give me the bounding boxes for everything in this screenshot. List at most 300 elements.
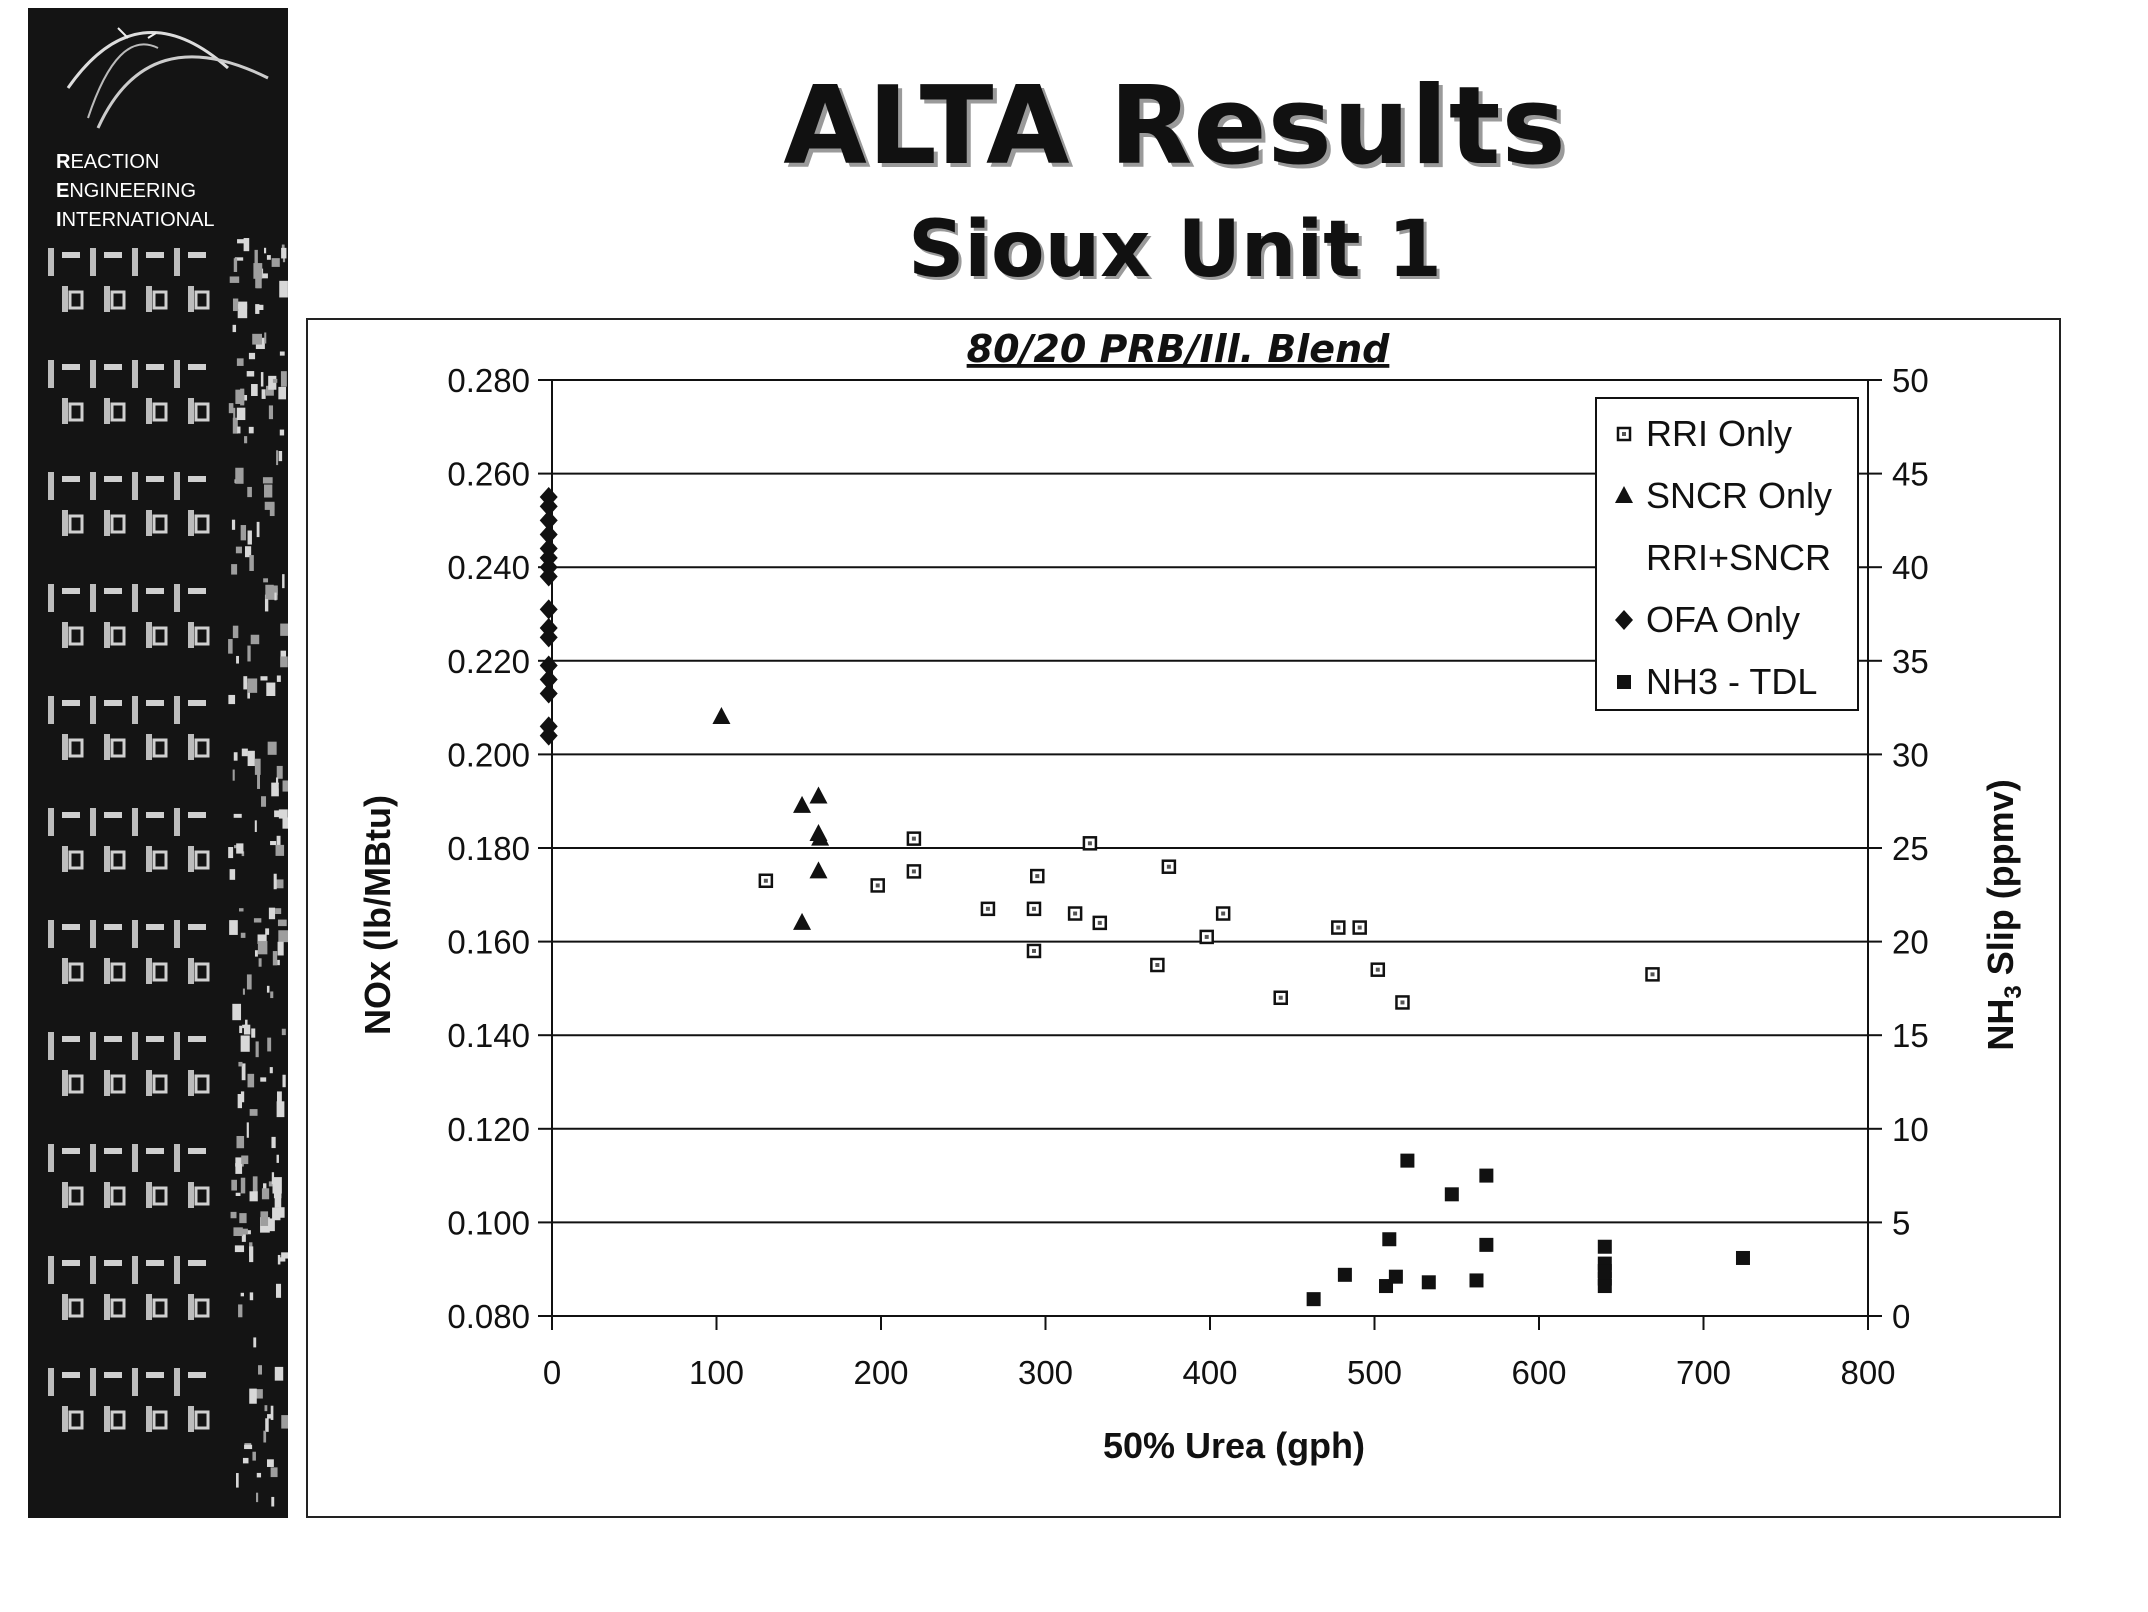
rri-only-point-inner [1221,912,1225,916]
banner-noise [276,777,278,792]
banner-noise [247,371,254,376]
rri-only-point [1217,908,1229,920]
rri-only-point-inner [1205,935,1209,939]
banner-glyph [104,1372,122,1378]
banner-glyph [196,1076,208,1092]
banner-glyph [188,622,194,648]
banner-noise [238,1304,242,1317]
banner-noise [244,436,247,443]
rri-only-point [1028,903,1040,915]
banner-noise [265,928,269,934]
banner-noise [280,624,288,636]
banner-glyph [62,588,80,594]
legend-marker-nh3-tdl [1617,675,1631,689]
banner-glyph [188,700,206,706]
banner-glyph [146,1148,164,1154]
banner-noise [239,1026,242,1033]
rri-only-point-inner [764,879,768,883]
banner-noise [240,389,244,406]
banner-noise [230,276,239,282]
banner-glyph [188,1182,194,1208]
banner-glyph [196,1412,208,1428]
banner-glyph [132,360,138,388]
banner-glyph [104,1260,122,1266]
banner-glyph [70,1300,82,1316]
banner-noise [277,1155,279,1163]
nh3-tdl-point [1389,1270,1403,1284]
banner-glyph [62,812,80,818]
banner-noise [232,520,235,530]
banner-noise [247,646,250,662]
banner-noise [237,408,246,420]
banner-noise [275,1367,283,1381]
banner-noise [283,780,288,791]
banner-noise [280,351,285,355]
banner-glyph [48,248,54,276]
banner-glyph [90,472,96,500]
banner-noise [236,1193,241,1196]
banner-noise [257,522,260,537]
banner-noise [267,1459,274,1467]
ofa-only-point [540,599,558,619]
banner-noise [231,1212,237,1218]
rri-only-point [908,833,920,845]
banner-glyph [62,398,68,424]
company-name: REACTION ENGINEERING INTERNATIONAL [56,151,215,231]
banner-noise [274,593,276,601]
banner-glyph [62,1372,80,1378]
nh3-tdl-point [1469,1273,1483,1287]
rri-only-point [1396,996,1408,1008]
banner-noise [237,358,244,366]
banner-glyph [70,1412,82,1428]
banner-noise [274,810,280,817]
banner-glyph [188,364,206,370]
nh3-tdl-point [1338,1268,1352,1282]
banner-glyph [174,920,180,948]
banner-glyph [90,1032,96,1060]
banner-glyph [112,404,124,420]
banner-noise [249,555,253,571]
y2-tick-label: 0 [1892,1298,1911,1335]
banner-glyph [70,628,82,644]
banner-noise [276,845,285,856]
banner-glyph [188,1260,206,1266]
y-tick-label: 0.080 [447,1298,530,1335]
banner-noise [234,814,242,818]
banner-noise [250,1109,258,1116]
banner-glyph [188,1372,206,1378]
nh3-tdl-point [1382,1232,1396,1246]
banner-glyph [104,364,122,370]
x-tick-label: 500 [1346,1354,1403,1391]
rri-only-point [1201,931,1213,943]
banner-glyph [146,924,164,930]
banner-glyph [174,1144,180,1172]
banner-glyph [154,1188,166,1204]
banner-glyph [154,628,166,644]
banner-glyph [70,852,82,868]
banner-glyph [104,1148,122,1154]
banner-glyph [132,920,138,948]
banner-noise [229,403,234,413]
banner-noise [270,841,276,845]
banner-noise [238,1062,242,1067]
rri-only-point-inner [1336,926,1340,930]
banner-glyph [48,1256,54,1284]
banner-noise [233,1227,242,1236]
banner-noise [259,958,262,966]
banner-noise [247,974,252,989]
banner-noise [272,1208,280,1221]
banner-glyph [146,622,152,648]
rri-only-point-inner [986,907,990,911]
banner-glyph [196,292,208,308]
banner-noise [249,427,254,434]
banner-noise [233,408,235,421]
banner-glyph [90,1144,96,1172]
banner-glyph [70,516,82,532]
banner-glyph [48,360,54,388]
rri-only-point [1647,968,1659,980]
banner-noise [268,742,277,755]
banner-glyph [62,700,80,706]
banner-glyph [146,1372,164,1378]
banner-noise [278,930,288,942]
banner-noise [236,547,242,554]
banner-glyph [48,1032,54,1060]
page-title: ALTA Results [783,64,1567,189]
banner-glyph [132,696,138,724]
rri-only-point [872,879,884,891]
banner-glyph [154,404,166,420]
banner-glyph [146,398,152,424]
banner-glyph [188,1294,194,1320]
banner-noise [263,578,268,582]
banner-noise [267,1038,271,1052]
banner-glyph [146,286,152,312]
banner-glyph [70,292,82,308]
banner-noise [233,770,235,781]
banner-noise [235,468,243,484]
rri-only-point [982,903,994,915]
banner-noise [281,371,287,387]
banner-noise [282,574,284,588]
banner-noise [230,869,236,880]
banner-noise [253,263,262,279]
banner-glyph [146,1182,152,1208]
banner-glyph [90,248,96,276]
banner-glyph [112,628,124,644]
banner-glyph [104,924,122,930]
nh3-tdl-point [1445,1187,1459,1201]
banner-noise [255,250,258,265]
y2-tick-label: 20 [1892,923,1929,961]
banner-noise [270,1067,273,1073]
banner-noise [235,1157,242,1174]
banner-noise [279,1207,284,1218]
banner-glyph [146,846,152,872]
banner-glyph [90,808,96,836]
banner-pattern [28,238,288,1518]
banner-glyph [146,734,152,760]
banner-glyph [62,476,80,482]
banner-glyph [90,920,96,948]
banner-glyph [154,516,166,532]
banner-noise [267,1218,275,1231]
rri-only-point-inner [1035,874,1039,878]
rri-only-point-inner [1400,1000,1404,1004]
rri-only-point-inner [1032,949,1036,953]
rri-only-point [1028,945,1040,957]
banner-noise [266,683,275,696]
banner-glyph [62,1260,80,1266]
x-tick-label: 200 [853,1354,909,1391]
banner-noise [244,238,250,251]
banner-noise [235,1245,244,1252]
banner-glyph [132,472,138,500]
banner-noise [271,1406,274,1420]
y-tick-label: 0.100 [447,1204,530,1242]
legend-label-nh3-tdl: NH3 - TDL [1646,661,1818,702]
banner-noise [260,676,267,680]
banner-noise [238,304,247,309]
banner-glyph [62,286,68,312]
banner-noise [233,299,238,312]
banner-noise [260,1211,268,1226]
nh3-tdl-point [1422,1275,1436,1289]
nh3-tdl-point [1598,1240,1612,1254]
sncr-only-point [809,787,827,804]
banner-glyph [70,964,82,980]
banner-noise [267,986,270,993]
banner-glyph [104,812,122,818]
banner-noise [256,1493,258,1502]
banner-glyph [48,1368,54,1396]
banner-noise [252,334,262,345]
banner-noise [282,1075,285,1087]
banner-glyph [154,1076,166,1092]
banner-glyph [146,364,164,370]
banner-glyph [188,588,206,594]
banner-glyph [104,958,110,984]
nh3-tdl-point [1598,1279,1612,1293]
x-axis-title: 50% Urea (gph) [1102,1425,1366,1466]
banner-glyph [146,252,164,258]
banner-glyph [104,700,122,706]
banner-noise [265,1418,268,1432]
banner-glyph [196,628,208,644]
banner-glyph [104,1182,110,1208]
banner-noise [241,1036,250,1052]
banner-glyph [174,472,180,500]
banner-noise [228,847,233,858]
banner-noise [278,942,284,956]
banner-noise [276,450,278,465]
nh3-tdl-point [1307,1292,1321,1306]
banner-glyph [154,1412,166,1428]
y2-tick-label: 45 [1892,455,1929,493]
banner-noise [271,1497,274,1507]
banner-noise [264,332,266,343]
x-tick-label: 0 [542,1354,562,1391]
banner-glyph [188,1406,194,1432]
banner-noise [248,751,255,766]
banner-glyph [146,958,152,984]
banner-glyph [196,404,208,420]
y-tick-label: 0.200 [447,736,530,774]
rri-only-point-inner [1032,907,1036,911]
banner-noise [250,1191,258,1201]
banner-noise [281,1252,288,1258]
banner-noise [251,635,260,644]
banner-glyph [146,1036,164,1042]
banner-glyph [146,510,152,536]
sncr-only-point [793,913,811,930]
banner-glyph [154,292,166,308]
banner-glyph [154,740,166,756]
banner-noise [241,1155,248,1164]
banner-noise [255,820,257,832]
banner-noise [242,749,248,757]
ofa-only-point [540,684,558,704]
banner-glyph [154,964,166,980]
banner-glyph [188,958,194,984]
rri-only-point [1151,959,1163,971]
banner-glyph [62,1406,68,1432]
banner-glyph [188,510,194,536]
banner-noise [282,817,288,828]
banner-noise [269,405,273,419]
banner-noise [276,1284,281,1298]
rri-only-point-inner [1167,865,1171,869]
y2-tick-label: 40 [1892,549,1929,587]
banner-glyph [188,398,194,424]
banner-noise [233,626,238,638]
banner-glyph [62,958,68,984]
banner-noise [251,384,258,396]
banner-noise [244,1445,252,1449]
banner-noise [256,1041,259,1057]
banner-noise [281,248,286,259]
banner-glyph [48,472,54,500]
banner-glyph [70,1188,82,1204]
rri-only-point-inner [912,837,916,841]
page-subtitle: Sioux Unit 1 [908,205,1442,295]
banner-noise [228,695,235,704]
banner-glyph [104,734,110,760]
banner-noise [277,675,281,681]
banner-glyph [146,476,164,482]
banner-glyph [132,584,138,612]
banner-glyph [112,1076,124,1092]
legend-label-rri-only: RRI Only [1646,413,1793,454]
banner-noise [263,1431,266,1443]
banner-glyph [70,1076,82,1092]
banner-noise [247,678,257,692]
legend-label-sncr-only: SNCR Only [1646,475,1833,516]
y2-tick-label: 15 [1892,1017,1929,1055]
banner-noise [250,1292,253,1300]
rri-only-point [1084,837,1096,849]
banner-noise [279,451,282,461]
banner-noise [248,1074,255,1088]
banner-glyph [188,476,206,482]
rri-only-point [1094,917,1106,929]
banner-glyph [104,286,110,312]
banner-glyph [112,292,124,308]
banner-noise [277,960,280,965]
y-tick-label: 0.220 [447,642,530,680]
banner-glyph [48,808,54,836]
banner-noise [264,485,272,498]
banner-glyph [62,924,80,930]
banner-glyph [196,516,208,532]
banner-glyph [132,1032,138,1060]
y-tick-label: 0.120 [447,1110,530,1148]
banner-glyph [132,1144,138,1172]
banner-glyph [90,1368,96,1396]
banner-glyph [70,740,82,756]
banner-noise [261,796,266,807]
y-tick-label: 0.160 [447,923,530,961]
banner-glyph [188,734,194,760]
banner-glyph [174,1256,180,1284]
banner-noise [243,989,245,995]
rri-only-point-inner [1155,963,1159,967]
banner-noise [249,353,255,359]
x-tick-label: 700 [1675,1354,1732,1391]
banner-noise [251,1028,255,1037]
banner-noise [263,477,273,483]
banner-glyph [90,696,96,724]
banner-glyph [188,812,206,818]
y-tick-label: 0.240 [447,549,530,587]
banner-noise [257,1473,261,1478]
banner-noise [236,843,243,853]
banner-glyph [112,740,124,756]
banner-glyph [90,1256,96,1284]
y2-tick-label: 25 [1892,830,1929,867]
banner-noise [258,305,264,310]
banner-noise [278,1255,281,1265]
banner-glyph [62,846,68,872]
banner-noise [264,248,266,254]
banner-glyph [188,846,194,872]
rri-only-point [1163,861,1175,873]
banner-glyph [90,360,96,388]
banner-noise [236,1136,244,1148]
y2-tick-label: 10 [1892,1110,1929,1148]
banner-glyph [104,846,110,872]
rri-only-point-inner [1376,968,1380,972]
y-tick-label: 0.140 [447,1017,530,1055]
nh3-tdl-point [1736,1251,1750,1265]
sncr-only-point [712,707,730,724]
rri-only-point-inner [1358,926,1362,930]
banner-glyph [146,1406,152,1432]
banner-glyph [48,696,54,724]
banner-noise [241,933,246,938]
banner-glyph [188,286,194,312]
banner-noise [258,1365,262,1374]
chart-title: 80/20 PRB/Ill. Blend [966,327,1390,371]
banner-glyph [196,964,208,980]
y2-tick-label: 35 [1892,642,1929,680]
banner-glyph [104,476,122,482]
banner-noise [269,908,275,920]
banner-glyph [104,1406,110,1432]
